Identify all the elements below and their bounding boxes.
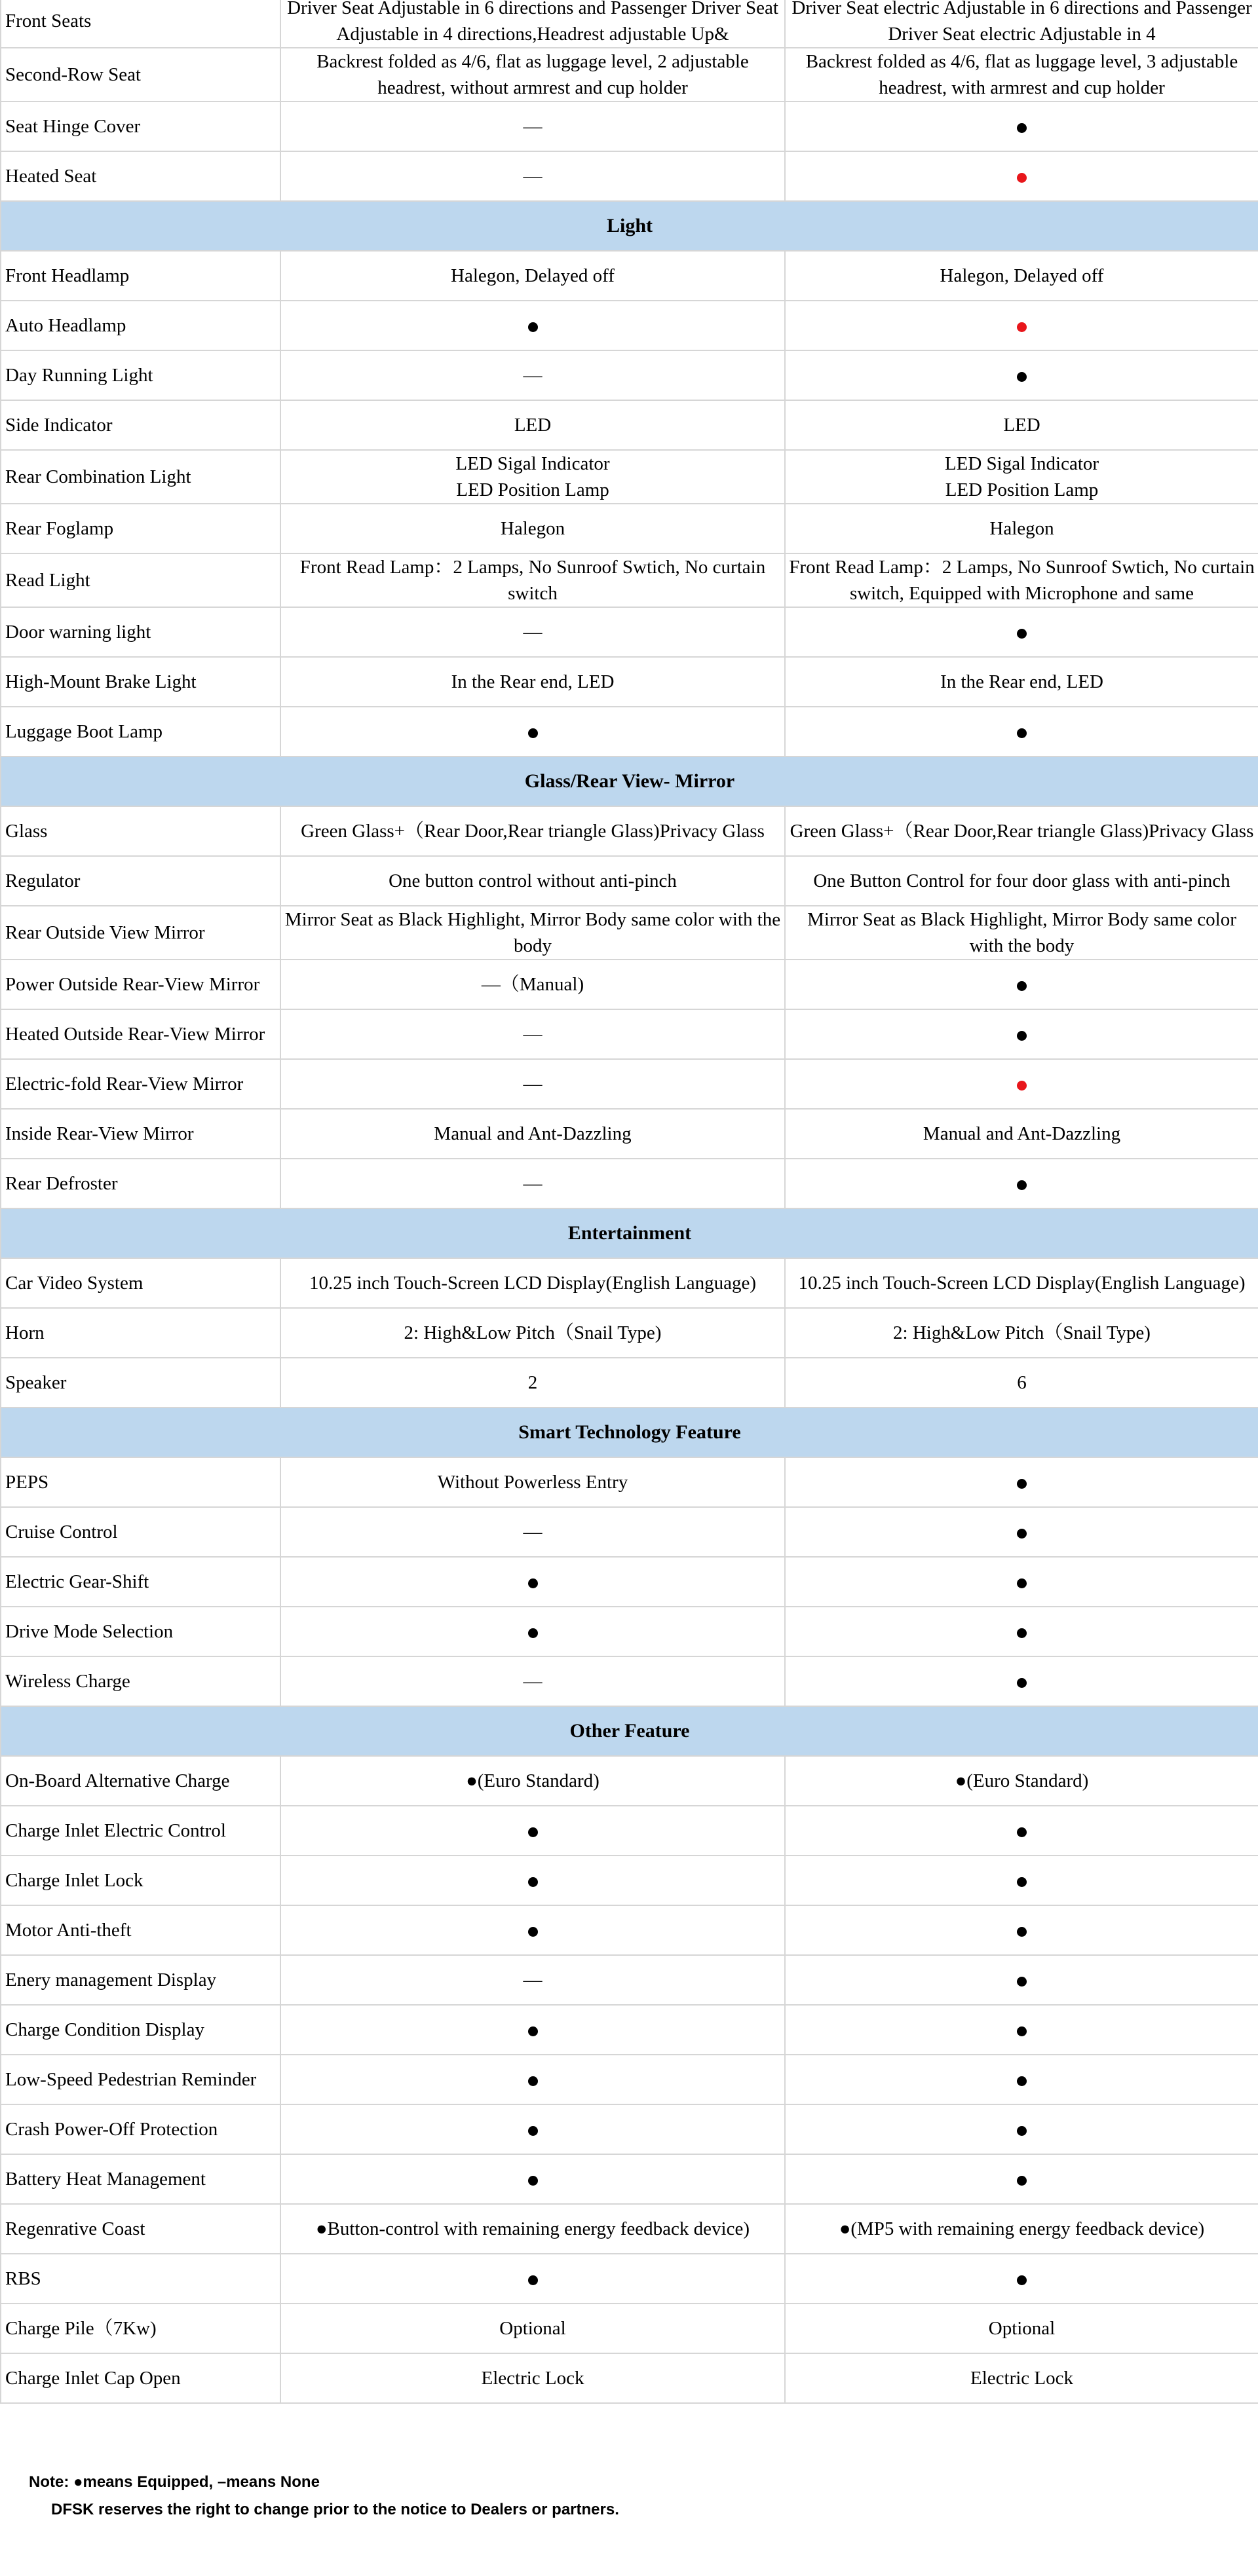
base-trim-value: 2: High&Low Pitch（Snail Type): [280, 1308, 785, 1358]
equipped-dot-icon: [1017, 1678, 1027, 1688]
table-row: [1, 707, 1258, 756]
feature-name: Rear Combination Light: [1, 450, 280, 504]
base-trim-value: —: [280, 151, 785, 201]
feature-name: Luggage Boot Lamp: [1, 707, 280, 756]
table-row: [1, 2154, 1258, 2204]
table-row: [1, 1009, 1258, 1059]
feature-name: RBS: [1, 2254, 280, 2304]
top-trim-value: Driver Seat electric Adjustable in 6 directions and Passenger Driver Seat electric Adjustable in 4: [785, 0, 1258, 48]
table-row: [1, 1308, 1258, 1358]
feature-name: Auto Headlamp: [1, 301, 280, 350]
table-row: [1, 1159, 1258, 1208]
feature-name: Read Light: [1, 553, 280, 607]
top-trim-value: [785, 1856, 1258, 1905]
section-title: Light: [1, 201, 1258, 251]
table-row: [1, 2353, 1258, 2403]
section-title: Other Feature: [1, 1706, 1258, 1756]
table-row: [1, 806, 1258, 856]
section-header: [1, 1706, 1258, 1756]
equipped-dot-icon: [528, 1628, 538, 1638]
base-trim-value: Front Read Lamp：2 Lamps, No Sunroof Swtich, No curtain switch: [280, 553, 785, 607]
top-trim-value: [785, 607, 1258, 657]
table-row: [1, 350, 1258, 400]
equipped-dot-icon: [1017, 1977, 1027, 1987]
equipped-dot-icon: [1017, 1031, 1027, 1041]
equipped-red-dot-icon: [1017, 173, 1027, 183]
table-row: [1, 1856, 1258, 1905]
equipped-dot-icon: [528, 322, 538, 332]
base-trim-value: One button control without anti-pinch: [280, 856, 785, 906]
feature-name: Heated Seat: [1, 151, 280, 201]
table-row: [1, 1059, 1258, 1109]
feature-name: PEPS: [1, 1457, 280, 1507]
equipped-dot-icon: [1017, 1578, 1027, 1588]
table-row: [1, 2005, 1258, 2055]
top-trim-value: [785, 350, 1258, 400]
base-trim-value: [280, 1905, 785, 1955]
base-trim-value: LED: [280, 400, 785, 450]
equipped-dot-icon: [1017, 2176, 1027, 2186]
top-trim-value: [785, 1955, 1258, 2005]
feature-name: Speaker: [1, 1358, 280, 1408]
equipped-dot-icon: [1017, 2026, 1027, 2036]
table-row: [1, 1358, 1258, 1408]
base-trim-value: Manual and Ant-Dazzling: [280, 1109, 785, 1159]
equipped-dot-icon: [1017, 1877, 1027, 1887]
equipped-dot-icon: [1017, 1827, 1027, 1837]
section-header: [1, 1408, 1258, 1457]
equipped-dot-icon: [528, 1927, 538, 1937]
table-row: [1, 856, 1258, 906]
section-title: Glass/Rear View- Mirror: [1, 756, 1258, 806]
table-row: [1, 1905, 1258, 1955]
table-row: [1, 1656, 1258, 1706]
equipped-dot-icon: [1017, 2126, 1027, 2136]
top-trim-value: [785, 1806, 1258, 1856]
top-trim-value: Halegon: [785, 504, 1258, 553]
base-trim-value: In the Rear end, LED: [280, 657, 785, 707]
equipped-dot-icon: [528, 2076, 538, 2086]
feature-name: Inside Rear-View Mirror: [1, 1109, 280, 1159]
section-title: Entertainment: [1, 1208, 1258, 1258]
table-row: [1, 1109, 1258, 1159]
top-trim-value: [785, 1507, 1258, 1557]
top-trim-value: [785, 1905, 1258, 1955]
equipped-dot-icon: [1017, 1479, 1027, 1489]
equipped-dot-icon: [1017, 2275, 1027, 2285]
table-row: [1, 960, 1258, 1009]
top-trim-value: [785, 960, 1258, 1009]
feature-name: Second-Row Seat: [1, 48, 280, 102]
base-trim-value: [280, 1806, 785, 1856]
table-row: [1, 504, 1258, 553]
feature-name: Charge Inlet Electric Control: [1, 1806, 280, 1856]
feature-name: On-Board Alternative Charge: [1, 1756, 280, 1806]
feature-name: Front Seats: [1, 0, 280, 48]
feature-name: Front Headlamp: [1, 251, 280, 301]
top-trim-value: [785, 1607, 1258, 1656]
table-row: [1, 607, 1258, 657]
base-trim-value: —: [280, 1507, 785, 1557]
top-trim-value: 2: High&Low Pitch（Snail Type): [785, 1308, 1258, 1358]
feature-name: Rear Defroster: [1, 1159, 280, 1208]
feature-name: Day Running Light: [1, 350, 280, 400]
feature-name: Enery management Display: [1, 1955, 280, 2005]
base-trim-value: [280, 2154, 785, 2204]
feature-name: Electric-fold Rear-View Mirror: [1, 1059, 280, 1109]
table-row: [1, 2055, 1258, 2104]
equipped-dot-icon: [1017, 1180, 1027, 1190]
base-trim-value: Halegon, Delayed off: [280, 251, 785, 301]
base-trim-value: —（Manual): [280, 960, 785, 1009]
equipped-dot-icon: [528, 2126, 538, 2136]
top-trim-value: LED Sigal Indicator LED Position Lamp: [785, 450, 1258, 504]
base-trim-value: Optional: [280, 2304, 785, 2353]
top-trim-value: Green Glass+（Rear Door,Rear triangle Glass)Privacy Glass: [785, 806, 1258, 856]
base-trim-value: —: [280, 1059, 785, 1109]
table-row: [1, 1457, 1258, 1507]
top-trim-value: [785, 1457, 1258, 1507]
base-trim-value: [280, 2104, 785, 2154]
top-trim-value: Optional: [785, 2304, 1258, 2353]
feature-name: Charge Inlet Lock: [1, 1856, 280, 1905]
top-trim-value: 10.25 inch Touch-Screen LCD Display(English Language): [785, 1258, 1258, 1308]
base-trim-value: Driver Seat Adjustable in 6 directions and Passenger Driver Seat Adjustable in 4 directions,Headrest adjustable Up&: [280, 0, 785, 48]
equipped-dot-icon: [1017, 1529, 1027, 1539]
section-header: [1, 201, 1258, 251]
base-trim-value: —: [280, 1955, 785, 2005]
top-trim-value: ●(Euro Standard): [785, 1756, 1258, 1806]
disclaimer-note: DFSK reserves the right to change prior to the notice to Dealers or partners.: [51, 2501, 619, 2518]
base-trim-value: Mirror Seat as Black Highlight, Mirror Body same color with the body: [280, 906, 785, 960]
top-trim-value: ●(MP5 with remaining energy feedback device): [785, 2204, 1258, 2254]
table-row: [1, 48, 1258, 102]
table-row: [1, 1557, 1258, 1607]
feature-name: Side Indicator: [1, 400, 280, 450]
feature-name: Glass: [1, 806, 280, 856]
feature-name: Heated Outside Rear-View Mirror: [1, 1009, 280, 1059]
base-trim-value: —: [280, 607, 785, 657]
top-trim-value: [785, 151, 1258, 201]
equipped-dot-icon: [1017, 372, 1027, 382]
base-trim-value: ●(Euro Standard): [280, 1756, 785, 1806]
top-trim-value: Mirror Seat as Black Highlight, Mirror Body same color with the body: [785, 906, 1258, 960]
top-trim-value: [785, 1159, 1258, 1208]
equipped-dot-icon: [528, 2275, 538, 2285]
table-row: [1, 906, 1258, 960]
top-trim-value: One Button Control for four door glass with anti-pinch: [785, 856, 1258, 906]
equipped-dot-icon: [1017, 728, 1027, 738]
top-trim-value: Electric Lock: [785, 2353, 1258, 2403]
top-trim-value: [785, 1009, 1258, 1059]
base-trim-value: —: [280, 1009, 785, 1059]
feature-name: Charge Inlet Cap Open: [1, 2353, 280, 2403]
base-trim-value: [280, 707, 785, 756]
equipped-dot-icon: [528, 728, 538, 738]
top-trim-value: [785, 2254, 1258, 2304]
feature-name: Rear Outside View Mirror: [1, 906, 280, 960]
table-row: [1, 301, 1258, 350]
top-trim-value: [785, 2154, 1258, 2204]
top-trim-value: LED: [785, 400, 1258, 450]
feature-name: Door warning light: [1, 607, 280, 657]
feature-name: Horn: [1, 1308, 280, 1358]
feature-name: Power Outside Rear-View Mirror: [1, 960, 280, 1009]
equipped-dot-icon: [528, 1877, 538, 1887]
legend-note: Note: ●means Equipped, –means None: [29, 2473, 320, 2491]
top-trim-value: Backrest folded as 4/6, flat as luggage level, 3 adjustable headrest, with armrest and cup holder: [785, 48, 1258, 102]
base-trim-value: 10.25 inch Touch-Screen LCD Display(English Language): [280, 1258, 785, 1308]
table-row: [1, 553, 1258, 607]
feature-name: Crash Power-Off Protection: [1, 2104, 280, 2154]
equipped-dot-icon: [1017, 981, 1027, 991]
top-trim-value: [785, 2055, 1258, 2104]
base-trim-value: [280, 1557, 785, 1607]
feature-name: Drive Mode Selection: [1, 1607, 280, 1656]
feature-name: Car Video System: [1, 1258, 280, 1308]
base-trim-value: —: [280, 1656, 785, 1706]
top-trim-value: [785, 1557, 1258, 1607]
top-trim-value: [785, 1059, 1258, 1109]
feature-name: Motor Anti-theft: [1, 1905, 280, 1955]
table-row: [1, 251, 1258, 301]
spec-table-body: [1, 0, 1258, 2403]
table-row: [1, 400, 1258, 450]
feature-name: Electric Gear-Shift: [1, 1557, 280, 1607]
equipped-dot-icon: [1017, 123, 1027, 133]
top-trim-value: [785, 1656, 1258, 1706]
base-trim-value: 2: [280, 1358, 785, 1408]
table-row: [1, 1756, 1258, 1806]
top-trim-value: 6: [785, 1358, 1258, 1408]
base-trim-value: [280, 1607, 785, 1656]
base-trim-value: Green Glass+（Rear Door,Rear triangle Glass)Privacy Glass: [280, 806, 785, 856]
top-trim-value: Manual and Ant-Dazzling: [785, 1109, 1258, 1159]
section-header: [1, 1208, 1258, 1258]
top-trim-value: [785, 707, 1258, 756]
top-trim-value: Front Read Lamp：2 Lamps, No Sunroof Swtich, No curtain switch, Equipped with Microphone and same: [785, 553, 1258, 607]
feature-name: Wireless Charge: [1, 1656, 280, 1706]
top-trim-value: [785, 102, 1258, 151]
top-trim-value: [785, 301, 1258, 350]
feature-name: Regenrative Coast: [1, 2204, 280, 2254]
base-trim-value: LED Sigal Indicator LED Position Lamp: [280, 450, 785, 504]
table-row: [1, 2204, 1258, 2254]
section-header: [1, 756, 1258, 806]
table-row: [1, 1607, 1258, 1656]
table-row: [1, 450, 1258, 504]
feature-name: Regulator: [1, 856, 280, 906]
feature-name: Seat Hinge Cover: [1, 102, 280, 151]
top-trim-value: [785, 2104, 1258, 2154]
table-row: [1, 2104, 1258, 2154]
equipped-red-dot-icon: [1017, 322, 1027, 332]
table-row: [1, 0, 1258, 48]
equipped-red-dot-icon: [1017, 1081, 1027, 1091]
feature-name: Charge Pile（7Kw): [1, 2304, 280, 2353]
base-trim-value: —: [280, 102, 785, 151]
equipped-dot-icon: [1017, 629, 1027, 639]
table-row: [1, 1258, 1258, 1308]
table-row: [1, 102, 1258, 151]
section-title: Smart Technology Feature: [1, 1408, 1258, 1457]
base-trim-value: [280, 2254, 785, 2304]
equipped-dot-icon: [1017, 1927, 1027, 1937]
equipped-dot-icon: [528, 2176, 538, 2186]
table-row: [1, 2254, 1258, 2304]
base-trim-value: Without Powerless Entry: [280, 1457, 785, 1507]
base-trim-value: [280, 1856, 785, 1905]
table-row: [1, 1507, 1258, 1557]
top-trim-value: In the Rear end, LED: [785, 657, 1258, 707]
top-trim-value: Halegon, Delayed off: [785, 251, 1258, 301]
table-row: [1, 2304, 1258, 2353]
base-trim-value: Electric Lock: [280, 2353, 785, 2403]
equipped-dot-icon: [528, 1827, 538, 1837]
feature-name: Rear Foglamp: [1, 504, 280, 553]
base-trim-value: Halegon: [280, 504, 785, 553]
feature-name: Charge Condition Display: [1, 2005, 280, 2055]
base-trim-value: Backrest folded as 4/6, flat as luggage level, 2 adjustable headrest, without armrest and cup holder: [280, 48, 785, 102]
equipped-dot-icon: [1017, 1628, 1027, 1638]
base-trim-value: —: [280, 350, 785, 400]
table-row: [1, 1955, 1258, 2005]
feature-name: Battery Heat Management: [1, 2154, 280, 2204]
table-row: [1, 1806, 1258, 1856]
table-row: [1, 151, 1258, 201]
base-trim-value: —: [280, 1159, 785, 1208]
top-trim-value: [785, 2005, 1258, 2055]
equipped-dot-icon: [528, 2026, 538, 2036]
feature-name: Low-Speed Pedestrian Reminder: [1, 2055, 280, 2104]
base-trim-value: [280, 2055, 785, 2104]
feature-name: High-Mount Brake Light: [1, 657, 280, 707]
table-row: [1, 657, 1258, 707]
equipped-dot-icon: [528, 1578, 538, 1588]
feature-name: Cruise Control: [1, 1507, 280, 1557]
base-trim-value: ●Button-control with remaining energy feedback device): [280, 2204, 785, 2254]
equipped-dot-icon: [1017, 2076, 1027, 2086]
base-trim-value: [280, 301, 785, 350]
base-trim-value: [280, 2005, 785, 2055]
